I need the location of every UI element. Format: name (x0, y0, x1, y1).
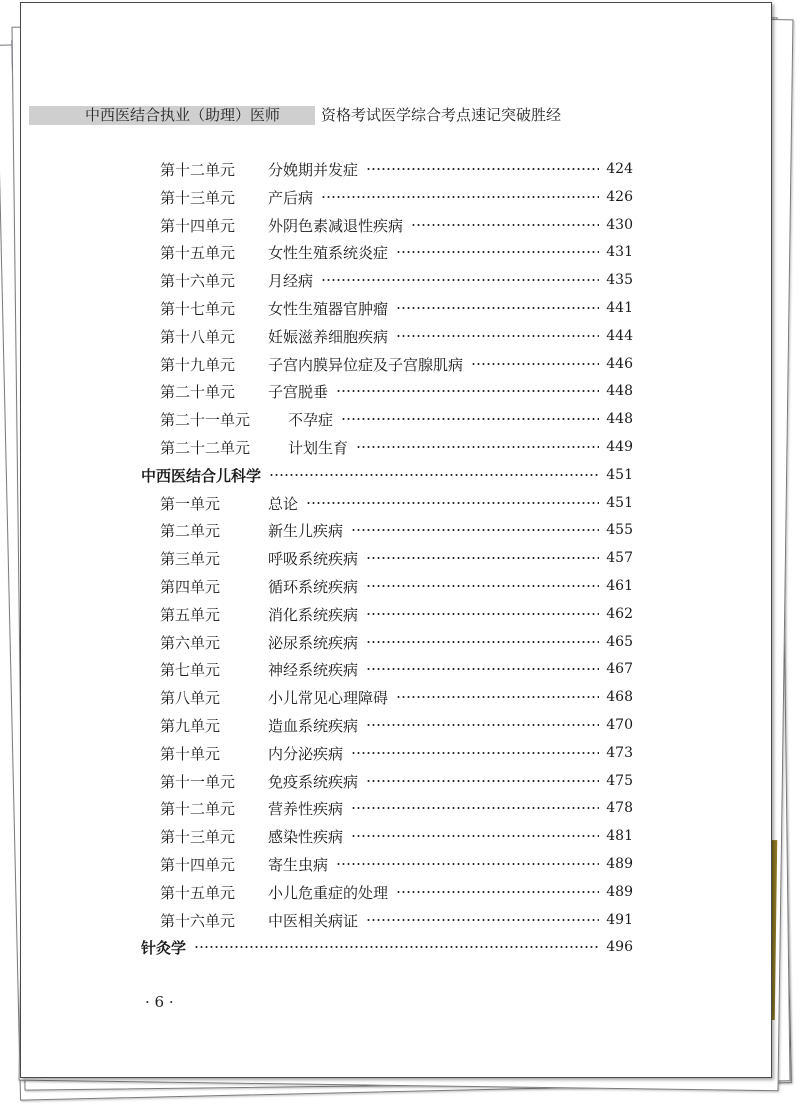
dot-leader (366, 780, 599, 782)
dot-leader (341, 418, 599, 420)
toc-entry[interactable] (160, 547, 633, 569)
toc-entry[interactable] (160, 269, 633, 291)
toc-unit-label: 第五单元 (160, 605, 221, 624)
toc-title: 小儿常见心理障碍 (268, 688, 389, 707)
toc-page-number: 473 (606, 745, 633, 761)
toc-title: 营养性疾病 (268, 799, 344, 818)
dot-leader (336, 390, 599, 392)
dot-leader (366, 585, 599, 587)
toc-entry[interactable] (160, 492, 633, 514)
toc-page-number: 448 (606, 383, 633, 399)
dot-leader (366, 641, 599, 643)
toc-title: 外阴色素减退性疾病 (268, 216, 404, 235)
toc-entry[interactable] (160, 797, 633, 819)
toc-page-number: 478 (606, 800, 633, 816)
dot-leader (356, 446, 599, 448)
dot-leader (411, 224, 599, 226)
toc-entry[interactable] (160, 658, 633, 680)
dot-leader (321, 279, 599, 281)
toc-page-number: 467 (606, 661, 633, 677)
toc-entry[interactable] (160, 408, 633, 430)
toc-title: 呼吸系统疾病 (268, 549, 359, 568)
dot-leader (471, 363, 599, 365)
toc-title: 计划生育 (288, 438, 349, 457)
toc-unit-label: 第十四单元 (160, 855, 236, 874)
toc-page-number: 426 (606, 189, 633, 205)
toc-page-number: 431 (606, 244, 633, 260)
dot-leader (194, 946, 599, 948)
toc-entry[interactable] (160, 297, 633, 319)
toc-entry[interactable] (160, 436, 633, 458)
toc-page-number: 489 (606, 884, 633, 900)
toc-page-number: 455 (606, 522, 633, 538)
toc-title: 内分泌疾病 (268, 744, 344, 763)
dot-leader (366, 668, 599, 670)
toc-unit-label: 第七单元 (160, 660, 221, 679)
toc-entry[interactable] (160, 742, 633, 764)
toc-unit-label: 第十四单元 (160, 216, 236, 235)
toc-section-entry[interactable] (141, 464, 633, 486)
toc-entry[interactable] (160, 186, 633, 208)
toc-entry[interactable] (160, 909, 633, 931)
dot-leader (366, 168, 599, 170)
toc-title: 中西医结合儿科学 (141, 466, 262, 485)
toc-title: 妊娠滋养细胞疾病 (268, 327, 389, 346)
dot-leader (306, 502, 599, 504)
toc-entry[interactable] (160, 881, 633, 903)
dot-leader (396, 696, 599, 698)
toc-unit-label: 第十六单元 (160, 271, 236, 290)
toc-page-number: 489 (606, 856, 633, 872)
toc-page-number: 449 (606, 439, 633, 455)
toc-page-number: 461 (606, 578, 633, 594)
toc-unit-label: 第二单元 (160, 521, 221, 540)
toc-title: 造血系统疾病 (268, 716, 359, 735)
toc-page-number: 465 (606, 634, 633, 650)
toc-title: 子宫脱垂 (268, 382, 329, 401)
toc-unit-label: 第十二单元 (160, 799, 236, 818)
toc-page-number: 496 (606, 939, 633, 955)
dot-leader (269, 474, 599, 476)
toc-title: 分娩期并发症 (268, 160, 359, 179)
header-left-title: 中西医结合执业（助理）医师 (85, 106, 281, 124)
toc-page-number: 451 (606, 495, 633, 511)
toc-unit-label: 第十八单元 (160, 327, 236, 346)
toc-unit-label: 第一单元 (160, 494, 221, 513)
toc-page-number: 470 (606, 717, 633, 733)
toc-title: 感染性疾病 (268, 827, 344, 846)
dot-leader (396, 251, 599, 253)
toc-unit-label: 第十一单元 (160, 772, 236, 791)
toc-unit-label: 第十单元 (160, 744, 221, 763)
toc-unit-label: 第九单元 (160, 716, 221, 735)
toc-entry[interactable] (160, 770, 633, 792)
toc-title: 小儿危重症的处理 (268, 883, 389, 902)
running-header (29, 106, 729, 125)
toc-page-number: 468 (606, 689, 633, 705)
toc-page-number: 491 (606, 912, 633, 928)
toc-entry[interactable] (160, 686, 633, 708)
dot-leader (366, 724, 599, 726)
toc-unit-label: 第四单元 (160, 577, 221, 596)
toc-entry[interactable] (160, 241, 633, 263)
toc-page-number: 441 (606, 300, 633, 316)
toc-entry[interactable] (160, 325, 633, 347)
toc-title: 寄生虫病 (268, 855, 329, 874)
toc-page-number: 457 (606, 550, 633, 566)
toc-entry[interactable] (160, 853, 633, 875)
toc-entry[interactable] (160, 714, 633, 736)
toc-page-number: 451 (606, 467, 633, 483)
dot-leader (366, 557, 599, 559)
toc-title: 神经系统疾病 (268, 660, 359, 679)
dot-leader (366, 919, 599, 921)
dot-leader (396, 307, 599, 309)
toc-unit-label: 第二十一单元 (160, 410, 251, 429)
toc-title: 产后病 (268, 188, 314, 207)
toc-page-number: 462 (606, 606, 633, 622)
toc-unit-label: 第六单元 (160, 633, 221, 652)
page-number: · 6 · (145, 993, 174, 1011)
toc-title: 子宫内膜异位症及子宫腺肌病 (268, 355, 464, 374)
toc-title: 免疫系统疾病 (268, 772, 359, 791)
toc-page-number: 435 (606, 272, 633, 288)
toc-unit-label: 第十六单元 (160, 911, 236, 930)
toc-title: 循环系统疾病 (268, 577, 359, 596)
dot-leader (336, 863, 599, 865)
toc-unit-label: 第十三单元 (160, 188, 236, 207)
toc-entry[interactable] (160, 380, 633, 402)
document-page (20, 2, 772, 1078)
toc-title: 总论 (268, 494, 299, 513)
toc-page-number: 430 (606, 217, 633, 233)
toc-unit-label: 第二十二单元 (160, 438, 251, 457)
toc-unit-label: 第三单元 (160, 549, 221, 568)
toc-page-number: 475 (606, 773, 633, 789)
toc-unit-label: 第八单元 (160, 688, 221, 707)
toc-page-number: 424 (606, 161, 633, 177)
toc-page-number: 448 (606, 411, 633, 427)
toc-title: 泌尿系统疾病 (268, 633, 359, 652)
dot-leader (396, 891, 599, 893)
toc-title: 女性生殖器官肿瘤 (268, 299, 389, 318)
dot-leader (321, 196, 599, 198)
toc-title: 中医相关病证 (268, 911, 359, 930)
toc-entry[interactable] (160, 158, 633, 180)
toc-title: 女性生殖系统炎症 (268, 243, 389, 262)
toc-unit-label: 第十九单元 (160, 355, 236, 374)
toc-title: 针灸学 (141, 938, 187, 957)
dot-leader (396, 335, 599, 337)
toc-entry[interactable] (160, 631, 633, 653)
toc-section-entry[interactable] (141, 936, 633, 958)
toc-page-number: 481 (606, 828, 633, 844)
toc-title: 新生儿疾病 (268, 521, 344, 540)
toc-page-number: 446 (606, 356, 633, 372)
toc-unit-label: 第二十单元 (160, 382, 236, 401)
header-right-title: 资格考试医学综合考点速记突破胜经 (321, 106, 562, 124)
toc-unit-label: 第十五单元 (160, 243, 236, 262)
dot-leader (351, 752, 599, 754)
toc-entry[interactable] (160, 353, 633, 375)
dot-leader (351, 807, 599, 809)
toc-unit-label: 第十三单元 (160, 827, 236, 846)
toc-entry[interactable] (160, 825, 633, 847)
dot-leader (351, 529, 599, 531)
toc-page-number: 444 (606, 328, 633, 344)
toc-entry[interactable] (160, 214, 633, 236)
dot-leader (351, 835, 599, 837)
toc-unit-label: 第十五单元 (160, 883, 236, 902)
toc-entry[interactable] (160, 519, 633, 541)
toc-title: 消化系统疾病 (268, 605, 359, 624)
toc-entry[interactable] (160, 603, 633, 625)
dot-leader (366, 613, 599, 615)
toc-title: 月经病 (268, 271, 314, 290)
toc-entry[interactable] (160, 575, 633, 597)
toc-title: 不孕症 (288, 410, 334, 429)
toc-unit-label: 第十二单元 (160, 160, 236, 179)
toc-unit-label: 第十七单元 (160, 299, 236, 318)
